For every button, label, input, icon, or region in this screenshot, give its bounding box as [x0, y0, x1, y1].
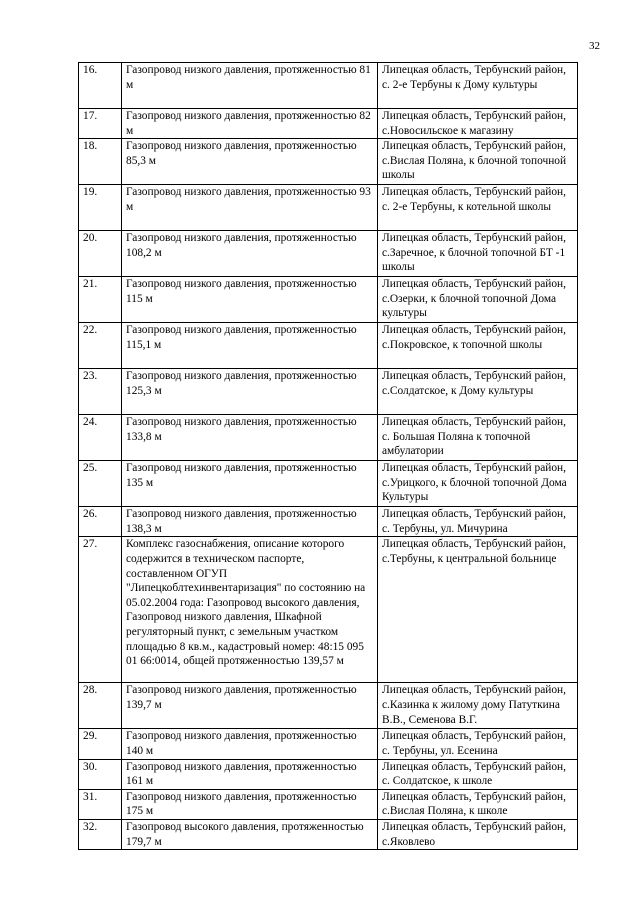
row-number: 23. — [79, 369, 122, 415]
table-row — [79, 461, 578, 507]
object-name: Газопровод высокого давления, протяженностью 179,7 м — [122, 819, 378, 849]
row-number: 25. — [79, 461, 122, 507]
object-name: Газопровод низкого давления, протяженностью 81 м — [122, 63, 378, 109]
object-location: Липецкая область, Тербунский район, с.Вислая Поляна, к блочной топочной школы — [378, 139, 578, 185]
table-row — [79, 789, 578, 819]
table-body — [79, 63, 578, 850]
table-row — [79, 537, 578, 683]
row-number: 16. — [79, 63, 122, 109]
object-name: Газопровод низкого давления, протяженностью 139,7 м — [122, 683, 378, 729]
table-row — [79, 415, 578, 461]
row-number: 29. — [79, 729, 122, 759]
object-location: Липецкая область, Тербунский район, с. Тербуны, ул. Мичурина — [378, 507, 578, 537]
row-number: 32. — [79, 819, 122, 849]
row-number: 20. — [79, 231, 122, 277]
object-location: Липецкая область, Тербунский район, с.Казинка к жилому дому Патуткина В.В., Семенова В.Г. — [378, 683, 578, 729]
row-number: 30. — [79, 759, 122, 789]
table-row — [79, 507, 578, 537]
object-location: Липецкая область, Тербунский район, с. Большая Поляна к топочной амбулатории — [378, 415, 578, 461]
object-location: Липецкая область, Тербунский район, с. Солдатское, к школе — [378, 759, 578, 789]
row-number: 31. — [79, 789, 122, 819]
object-location: Липецкая область, Тербунский район, с. 2-е Тербуны, к котельной школы — [378, 185, 578, 231]
object-location: Липецкая область, Тербунский район, с. 2-е Тербуны к Дому культуры — [378, 63, 578, 109]
row-number: 19. — [79, 185, 122, 231]
table-row — [79, 231, 578, 277]
object-location: Липецкая область, Тербунский район, с.Урицкого, к блочной топочной Дома Культуры — [378, 461, 578, 507]
object-name: Газопровод низкого давления, протяженностью 125,3 м — [122, 369, 378, 415]
property-table — [78, 62, 578, 850]
row-number: 28. — [79, 683, 122, 729]
table-row — [79, 759, 578, 789]
object-name: Газопровод низкого давления, протяженностью 135 м — [122, 461, 378, 507]
object-name: Газопровод низкого давления, протяженностью 161 м — [122, 759, 378, 789]
row-number: 17. — [79, 109, 122, 139]
row-number: 21. — [79, 277, 122, 323]
table-row — [79, 185, 578, 231]
table-row — [79, 109, 578, 139]
row-number: 27. — [79, 537, 122, 683]
object-name: Газопровод низкого давления, протяженностью 93 м — [122, 185, 378, 231]
object-location: Липецкая область, Тербунский район, с. Тербуны, ул. Есенина — [378, 729, 578, 759]
object-name: Газопровод низкого давления, протяженностью 140 м — [122, 729, 378, 759]
table-row — [79, 729, 578, 759]
object-name: Газопровод низкого давления, протяженностью 175 м — [122, 789, 378, 819]
object-location: Липецкая область, Тербунский район, с.Тербуны, к центральной больнице — [378, 537, 578, 683]
object-name: Газопровод низкого давления, протяженностью 138,3 м — [122, 507, 378, 537]
table-row — [79, 63, 578, 109]
object-location: Липецкая область, Тербунский район, с.Озерки, к блочной топочной Дома культуры — [378, 277, 578, 323]
object-location: Липецкая область, Тербунский район, с.Яковлево — [378, 819, 578, 849]
page-number: 32 — [589, 40, 600, 52]
table-row — [79, 139, 578, 185]
row-number: 24. — [79, 415, 122, 461]
object-name: Газопровод низкого давления, протяженностью 133,8 м — [122, 415, 378, 461]
object-location: Липецкая область, Тербунский район, с.Новосильское к магазину — [378, 109, 578, 139]
object-location: Липецкая область, Тербунский район, с.Заречное, к блочной топочной БТ -1 школы — [378, 231, 578, 277]
object-name: Газопровод низкого давления, протяженностью 115 м — [122, 277, 378, 323]
object-name: Комплекс газоснабжения, описание которого содержится в техническом паспорте, составленном ОГУП "Липецкоблтехинвентаризация" по состоянию на 05.02.2004 года: Газопровод высокого давления, Газопровод низкого давления, Шкафной регуляторный пункт, с земельным участком площадью 8 кв.м., кадастровый номер: 48:15 095 01 66:0014, общей протяженностью 139,57 м — [122, 537, 378, 683]
object-name: Газопровод низкого давления, протяженностью 108,2 м — [122, 231, 378, 277]
object-name: Газопровод низкого давления, протяженностью 85,3 м — [122, 139, 378, 185]
object-location: Липецкая область, Тербунский район, с.Солдатское, к Дому культуры — [378, 369, 578, 415]
table-row — [79, 277, 578, 323]
row-number: 22. — [79, 323, 122, 369]
object-name: Газопровод низкого давления, протяженностью 82 м — [122, 109, 378, 139]
object-name: Газопровод низкого давления, протяженностью 115,1 м — [122, 323, 378, 369]
object-location: Липецкая область, Тербунский район, с.Покровское, к топочной школы — [378, 323, 578, 369]
row-number: 18. — [79, 139, 122, 185]
row-number: 26. — [79, 507, 122, 537]
table-row — [79, 369, 578, 415]
table-row — [79, 683, 578, 729]
table-row — [79, 323, 578, 369]
object-location: Липецкая область, Тербунский район, с.Вислая Поляна, к школе — [378, 789, 578, 819]
table-row — [79, 819, 578, 849]
